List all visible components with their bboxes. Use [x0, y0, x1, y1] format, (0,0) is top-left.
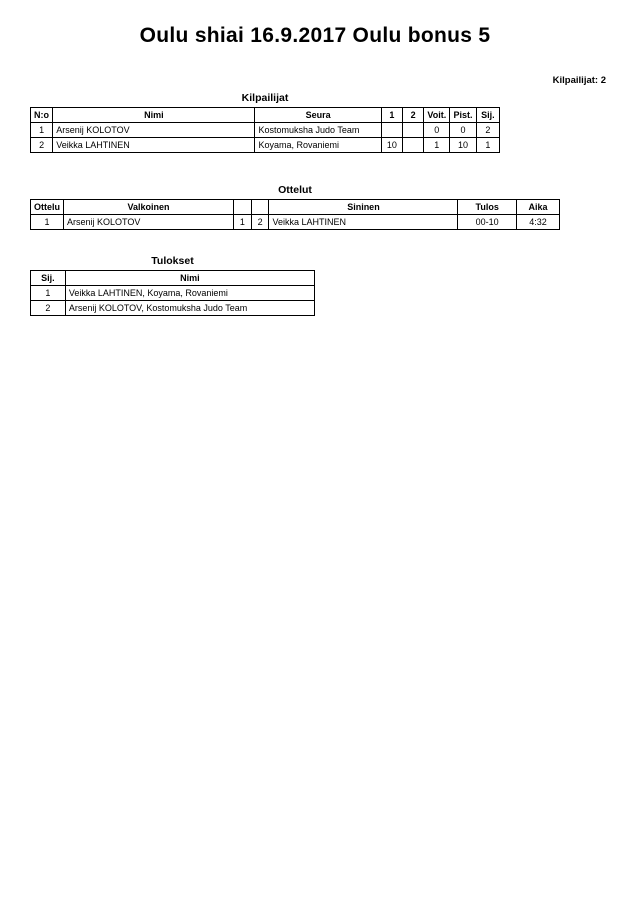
table-header-row: [31, 108, 500, 123]
cell-round-1: [381, 123, 402, 138]
cell-result: 00-10: [458, 215, 516, 230]
cell-wins: 1: [424, 138, 450, 153]
cell-round-1: 10: [381, 138, 402, 153]
table-row: [31, 301, 315, 316]
column-header-match-no: Ottelu: [31, 200, 64, 215]
matches-section: [30, 184, 560, 230]
cell-rank: 2: [31, 301, 66, 316]
column-header-white: Valkoinen: [64, 200, 234, 215]
cell-time: 4:32: [516, 215, 559, 230]
cell-round-2: [403, 123, 424, 138]
cell-no: 1: [31, 123, 53, 138]
cell-club: Koyama, Rovaniemi: [255, 138, 381, 153]
cell-wins: 0: [424, 123, 450, 138]
cell-club: Kostomuksha Judo Team: [255, 123, 381, 138]
cell-name: Veikka LAHTINEN, Koyama, Rovaniemi: [65, 286, 314, 301]
cell-no: 2: [31, 138, 53, 153]
column-header-name: Nimi: [53, 108, 255, 123]
column-header-points: Pist.: [450, 108, 476, 123]
table-header-row: [31, 271, 315, 286]
cell-rank: 1: [476, 138, 499, 153]
table-row: [31, 138, 500, 153]
competitors-section: [30, 92, 500, 153]
table-row: [31, 286, 315, 301]
table-row: [31, 123, 500, 138]
column-header-blue-seed: [251, 200, 269, 215]
cell-blue-seed: 2: [251, 215, 269, 230]
column-header-wins: Voit.: [424, 108, 450, 123]
column-header-round-1: 1: [381, 108, 402, 123]
table-header-row: [31, 200, 560, 215]
cell-name: Veikka LAHTINEN: [53, 138, 255, 153]
cell-rank: 1: [31, 286, 66, 301]
cell-points: 0: [450, 123, 476, 138]
cell-blue: Veikka LAHTINEN: [269, 215, 458, 230]
results-section: [30, 255, 315, 316]
page-title: Oulu shiai 16.9.2017 Oulu bonus 5: [139, 24, 491, 47]
matches-table: [30, 199, 560, 230]
column-header-club: Seura: [255, 108, 381, 123]
results-heading: Tulokset: [151, 255, 194, 267]
cell-white: Arsenij KOLOTOV: [64, 215, 234, 230]
competitors-heading: Kilpailijat: [241, 92, 289, 104]
column-header-time: Aika: [516, 200, 559, 215]
column-header-rank: Sij.: [476, 108, 499, 123]
matches-heading: Ottelut: [278, 184, 312, 196]
column-header-no: N:o: [31, 108, 53, 123]
cell-round-2: [403, 138, 424, 153]
column-header-name: Nimi: [65, 271, 314, 286]
table-row: [31, 215, 560, 230]
cell-rank: 2: [476, 123, 499, 138]
cell-white-seed: 1: [234, 215, 252, 230]
competitors-table: [30, 107, 500, 153]
column-header-round-2: 2: [403, 108, 424, 123]
cell-name: Arsenij KOLOTOV: [53, 123, 255, 138]
results-table: [30, 270, 315, 316]
cell-points: 10: [450, 138, 476, 153]
cell-name: Arsenij KOLOTOV, Kostomuksha Judo Team: [65, 301, 314, 316]
column-header-rank: Sij.: [31, 271, 66, 286]
column-header-blue: Sininen: [269, 200, 458, 215]
competitors-count-label: Kilpailijat: 2: [552, 75, 606, 86]
column-header-result: Tulos: [458, 200, 516, 215]
column-header-white-seed: [234, 200, 252, 215]
cell-match-no: 1: [31, 215, 64, 230]
